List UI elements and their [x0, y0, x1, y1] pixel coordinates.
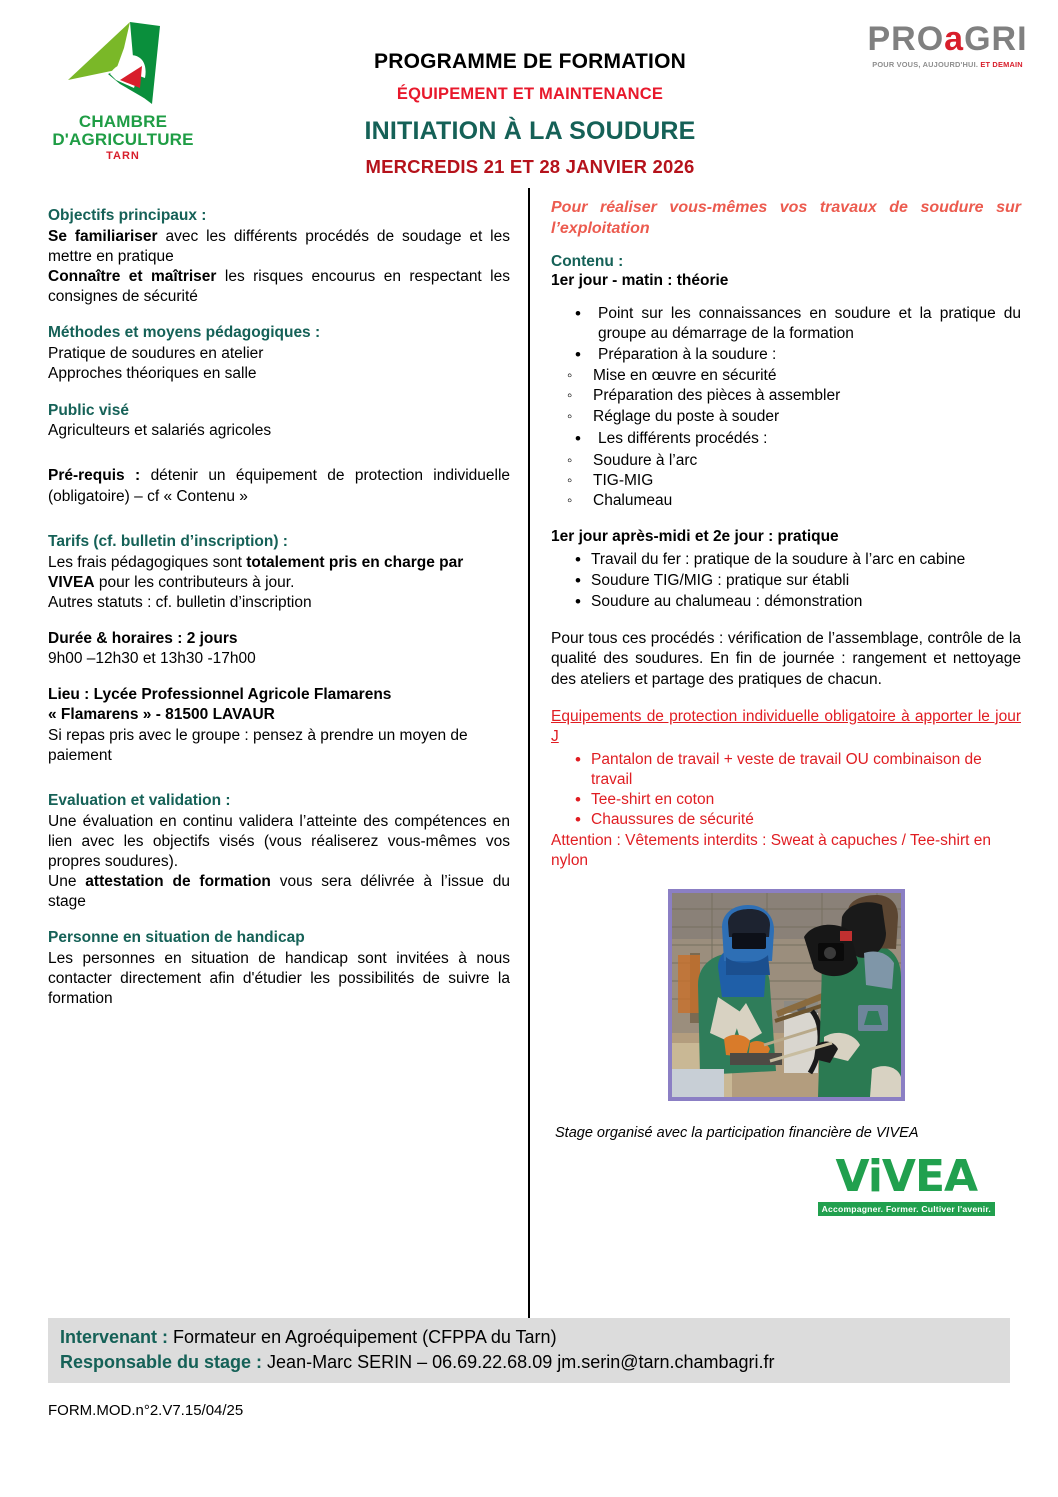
- proagri-a: a: [944, 20, 965, 58]
- proagri-tagline: [855, 60, 1040, 69]
- spacer: [48, 307, 510, 323]
- welding-photo-illustration: [672, 893, 901, 1097]
- proagri-wordmark: [855, 22, 1040, 56]
- list-item: • Préparation à la soudure :: [551, 345, 1021, 365]
- list-item: • Soudure TIG/MIG : pratique sur établi: [551, 571, 1021, 591]
- proagri-gri: GRI: [964, 20, 1028, 58]
- vivea-logo: [551, 1150, 1021, 1216]
- document-header: [0, 0, 1058, 180]
- welding-workshop-photo: [668, 889, 905, 1101]
- section-methodes-line2: Approches théoriques en salle: [48, 365, 257, 383]
- section-lieu-text: Si repas pris avec le groupe : pensez à prendre un moyen de paiement: [48, 726, 468, 764]
- list-item: ◦ Chalumeau: [551, 491, 1021, 511]
- left-column: [48, 206, 510, 1010]
- spacer: [551, 512, 1021, 528]
- section-prerequis-text: détenir un équipement de protection individuelle (obligatoire) – cf « Contenu »: [48, 467, 511, 505]
- spacer: [48, 766, 510, 782]
- list-item: • Soudure au chalumeau : démonstration: [551, 592, 1021, 612]
- tarifs-l1-b: pour les contributeurs à jour.: [94, 573, 295, 591]
- logo-glyph-icon: [48, 18, 198, 116]
- section-lieu-bold2: « Flamarens » - 81500 LAVAUR: [48, 706, 275, 724]
- list-item: ◦ Préparation des pièces à assembler: [551, 386, 1021, 406]
- section-duree-text: 9h00 –12h30 et 13h30 -17h00: [48, 650, 256, 668]
- section-handicap-title: Personne en situation de handicap: [48, 929, 305, 947]
- objectifs-l2-bold: Connaître et maîtriser: [48, 268, 217, 286]
- day1-title: 1er jour - matin : théorie: [551, 271, 729, 289]
- list-item: ◦ TIG-MIG: [551, 471, 1021, 491]
- section-duree: [48, 629, 510, 649]
- section-public-title: Public visé: [48, 401, 129, 419]
- footer-intervenant-label: Intervenant :: [60, 1327, 169, 1347]
- vivea-tagline: Accompagner. Former. Cultiver l'avenir.: [818, 1202, 995, 1216]
- section-duree-bold: 2 jours: [182, 630, 238, 647]
- title-dates: MERCREDIS 21 ET 28 JANVIER 2026: [365, 156, 695, 177]
- list-item: ◦ Mise en œuvre en sécurité: [551, 366, 1021, 386]
- section-objectifs-line2: [48, 267, 510, 307]
- section-tarifs-line1: [48, 553, 510, 593]
- footer-responsable-label: Responsable du stage :: [60, 1351, 263, 1372]
- objectifs-l1-bold: Se familiariser: [48, 227, 158, 245]
- spacer: [48, 669, 510, 685]
- section-prerequis: [48, 466, 510, 506]
- list-item: • Point sur les connaissances en soudure et la pratique du groupe au démarrage de la formation: [551, 304, 1021, 344]
- section-duree-title: Durée & horaires :: [48, 630, 183, 647]
- right-column: [551, 198, 1021, 1216]
- chambre-agriculture-wordmark: [48, 113, 198, 162]
- footer-intervenant-value: Formateur en Agroéquipement (CFPPA du Tarn): [168, 1327, 557, 1347]
- tarifs-l1-bold: totalement pris en charge par VIVEA: [48, 553, 464, 591]
- chambre-agriculture-mark-icon: [48, 18, 198, 113]
- evaluation-l2-bold: attestation de formation: [85, 873, 271, 891]
- epi-title: Equipements de protection individuelle obligatoire à apporter le jour J: [551, 707, 1021, 745]
- vivea-wordmark: ViVEA: [835, 1150, 978, 1202]
- day1-sublist-1: [551, 366, 1021, 427]
- day1-bullet-list: [551, 304, 1021, 365]
- spacer: [48, 441, 510, 457]
- day1-bullet-list-2: [551, 429, 1021, 449]
- document-reference: FORM.MOD.n°2.V7.15/04/25: [48, 1402, 244, 1419]
- section-handicap-text: Les personnes en situation de handicap sont invitées à nous contacter directement afin d'étudier les possibilités de suivre la formation: [48, 950, 510, 1008]
- proagri-pro: PRO: [867, 20, 945, 58]
- objectifs-l2-rest: les risques encourus en respectant les consignes de sécurité: [48, 268, 510, 306]
- section-objectifs-line1: [48, 227, 510, 267]
- list-item: • Les différents procédés :: [551, 429, 1021, 449]
- title-main: INITIATION À LA SOUDURE: [364, 117, 696, 145]
- epi-attention: Attention : Vêtements interdits : Sweat à capuches / Tee-shirt en nylon: [551, 831, 991, 869]
- chambre-agriculture-logo: [48, 18, 198, 168]
- footer-contact-band: [48, 1318, 1010, 1383]
- section-evaluation-line1: Une évaluation en continu validera l’atteinte des compétences en lien avec les objectifs visés (vous réaliserez vous-mêmes vos propres soudures).: [48, 812, 510, 870]
- spacer: [551, 613, 1021, 629]
- right-headline: Pour réaliser vous-mêmes vos travaux de soudure sur l’exploitation: [551, 199, 1021, 237]
- section-public-text: Agriculteurs et salariés agricoles: [48, 422, 272, 440]
- spacer: [48, 507, 510, 523]
- section-methodes-title: Méthodes et moyens pédagogiques :: [48, 324, 321, 342]
- footer-intervenant: [60, 1325, 998, 1350]
- objectifs-l1-rest: avec les différents procédés de soudage et les mettre en pratique: [48, 227, 510, 265]
- list-item: • Travail du fer : pratique de la soudure à l’arc en cabine: [551, 550, 1021, 570]
- procedes-paragraph: Pour tous ces procédés : vérification de l’assemblage, contrôle de la qualité des soudures. En fin de journée : rangement et nettoyage des ateliers et partage des pratiques de chacun.: [551, 630, 1021, 688]
- contenu-title: Contenu :: [551, 252, 624, 270]
- proagri-logo: [855, 22, 1040, 69]
- title-subject: ÉQUIPEMENT ET MAINTENANCE: [396, 85, 664, 103]
- spacer: [48, 613, 510, 629]
- evaluation-l2-a: Une: [48, 873, 86, 891]
- title-block: [250, 50, 810, 178]
- section-lieu-bold1: Lycée Professionnel Agricole Flamarens: [89, 686, 392, 704]
- section-evaluation-title: Evaluation et validation :: [48, 791, 231, 809]
- column-divider: [528, 188, 530, 1353]
- epi-bullet-list: [551, 750, 1021, 831]
- logo-line-2: D'AGRICULTURE: [52, 129, 194, 149]
- list-item: ◦ Réglage du poste à souder: [551, 407, 1021, 427]
- proagri-tagline-grey: POUR VOUS, AUJOURD'HUI.: [872, 60, 981, 69]
- photo-container: [551, 889, 1021, 1101]
- section-tarifs-title: Tarifs (cf. bulletin d’inscription) :: [48, 532, 288, 550]
- logo-line-3: TARN: [106, 149, 140, 162]
- day2-title: 1er jour après-midi et 2e jour : pratique: [551, 527, 839, 545]
- section-evaluation-line2: [48, 872, 510, 912]
- day2-bullet-list: [551, 550, 1021, 612]
- section-methodes-line1: Pratique de soudures en atelier: [48, 345, 264, 363]
- page-title: PROGRAMME DE FORMATION: [374, 50, 686, 73]
- tarifs-l1-a: Les frais pédagogiques sont: [48, 553, 247, 571]
- section-lieu-title: Lieu :: [48, 686, 90, 704]
- spacer: [48, 912, 510, 928]
- section-tarifs-line2: Autres statuts : cf. bulletin d’inscription: [48, 593, 312, 611]
- photo-caption: Stage organisé avec la participation financière de VIVEA: [555, 1124, 919, 1141]
- list-item: • Tee-shirt en coton: [551, 790, 1021, 810]
- proagri-tagline-red: ET DEMAIN: [980, 60, 1023, 69]
- list-item: • Chaussures de sécurité: [551, 810, 1021, 830]
- spacer: [48, 523, 510, 532]
- footer-responsable: [60, 1350, 998, 1375]
- section-lieu-line2: [48, 705, 510, 725]
- evaluation-l2-b: vous sera délivrée à l’issue du stage: [48, 873, 511, 911]
- section-lieu-line1: [48, 685, 510, 705]
- section-prerequis-title: Pré-requis :: [48, 467, 141, 485]
- footer-responsable-value: Jean-Marc SERIN – 06.69.22.68.09 jm.serin@tarn.chambagri.fr: [262, 1351, 775, 1372]
- list-item: ◦ Soudure à l’arc: [551, 451, 1021, 471]
- logo-line-1: CHAMBRE: [78, 112, 168, 131]
- spacer: [48, 457, 510, 466]
- spacer: [48, 782, 510, 791]
- section-objectifs-title: Objectifs principaux :: [48, 207, 207, 224]
- list-item: • Pantalon de travail + veste de travail OU combinaison de travail: [551, 750, 1021, 790]
- spacer: [48, 385, 510, 401]
- day1-sublist-2: [551, 451, 1021, 512]
